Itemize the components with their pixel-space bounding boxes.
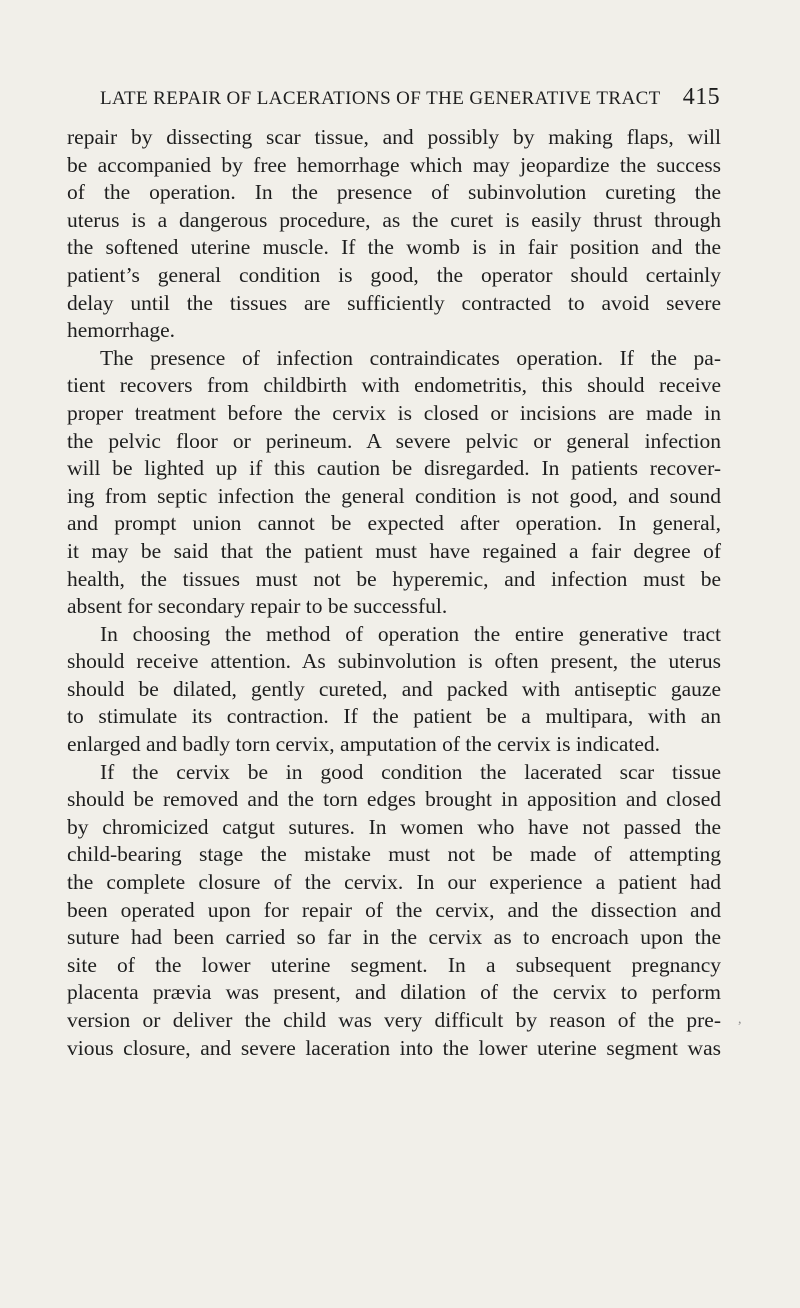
text-line: proper treatment before the cervix is closed or incisions are made in: [67, 400, 721, 425]
text-line: The presence of infection contraindicates operation. If the pa-: [100, 345, 721, 370]
text-line: to stimulate its contraction. If the patient be a multipara, with an: [67, 704, 721, 729]
text-line: In choosing the method of operation the entire generative tract: [100, 621, 721, 646]
text-line: child-bearing stage the mistake must not be made of attempting: [67, 842, 721, 867]
text-line: should be removed and the torn edges brought in apposition and closed: [67, 787, 721, 812]
text-line: vious closure, and severe laceration into the lower uterine segment was: [67, 1035, 721, 1060]
text-line: If the cervix be in good condition the lacerated scar tissue: [100, 759, 721, 784]
text-line: should be dilated, gently cureted, and packed with antiseptic gauze: [67, 676, 721, 701]
text-line: repair by dissecting scar tissue, and possibly by making flaps, will: [67, 125, 721, 149]
text-line: by chromicized catgut sutures. In women who have not passed the: [67, 814, 721, 839]
text-line: absent for secondary repair to be successful.: [67, 594, 448, 619]
text-line: and prompt union cannot be expected after operation. In general,: [67, 511, 721, 536]
text-line: patient’s general condition is good, the operator should certainly: [67, 262, 721, 287]
text-line: been operated upon for repair of the cervix, and the dissection and: [67, 897, 721, 922]
text-line: suture had been carried so far in the cervix as to encroach upon the: [67, 925, 721, 950]
margin-mark: ,: [738, 1012, 742, 1027]
text-line: placenta prævia was present, and dilation of the cervix to perform: [67, 980, 721, 1005]
running-head-title: LATE REPAIR OF LACERATIONS OF THE GENERATIVE TRACT: [100, 88, 661, 109]
text-line: will be lighted up if this caution be disregarded. In patients recover-: [67, 456, 721, 481]
text-line: health, the tissues must not be hyperemic, and infection must be: [67, 566, 721, 591]
text-line: of the operation. In the presence of subinvolution cureting the: [67, 180, 721, 205]
text-line: be accompanied by free hemorrhage which may jeopardize the success: [67, 152, 721, 177]
text-line: site of the lower uterine segment. In a subsequent pregnancy: [67, 952, 721, 977]
running-head: [100, 84, 720, 116]
body-text: [67, 124, 721, 1062]
text-line: enlarged and badly torn cervix, amputation of the cervix is indicated.: [67, 732, 661, 757]
text-line: the complete closure of the cervix. In our experience a patient had: [67, 870, 721, 895]
page-number: 415: [682, 84, 720, 110]
text-line: uterus is a dangerous procedure, as the curet is easily thrust through: [67, 207, 721, 232]
text-line: should receive attention. As subinvolution is often present, the uterus: [67, 649, 721, 674]
text-line: it may be said that the patient must have regained a fair degree of: [67, 538, 721, 563]
text-line: hemorrhage.: [67, 318, 176, 343]
text-line: version or deliver the child was very difficult by reason of the pre-: [67, 1008, 721, 1032]
text-line: tient recovers from childbirth with endometritis, this should receive: [67, 373, 721, 398]
text-line: the pelvic floor or perineum. A severe pelvic or general infection: [67, 428, 721, 453]
text-line: ing from septic infection the general condition is not good, and sound: [67, 483, 721, 508]
text-line: the softened uterine muscle. If the womb is in fair position and the: [67, 235, 721, 260]
text-line: delay until the tissues are sufficiently contracted to avoid severe: [67, 290, 721, 315]
